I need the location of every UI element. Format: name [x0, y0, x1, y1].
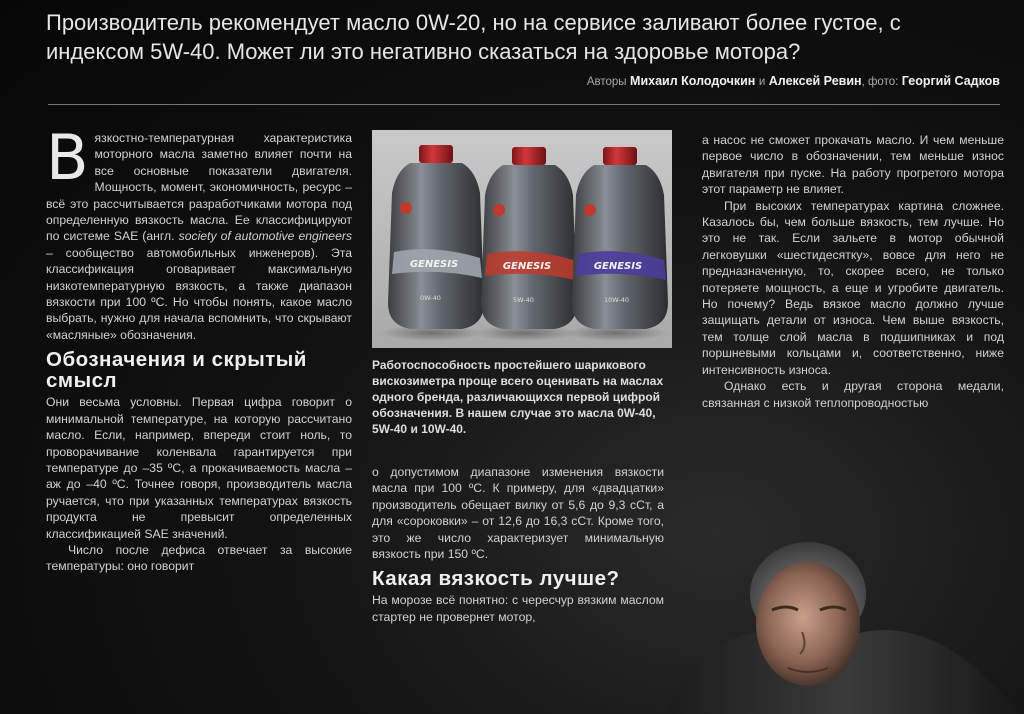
intro-text-end: – сообщество автомобильных инженеров). Эта классификация оговаривает максимальную низкотемпературную вязкость, а также диапазон вязкости при 100 ºС. Но чтобы понять, какое масло выбрать, нужно для начала вспомнить, что скрывают «масляные» обозначения. [46, 245, 352, 342]
oil-bottles-photo [372, 130, 672, 348]
intro-text: язкостно-температурная характеристика моторного масла заметно влияет почти на все основные показатели двигателя. Мощность, момент, экономичность, ресурс – всё это рассчитывается разработчиками мотора под определенную вязкость масла. Ее классифицируют по системе SAE (англ. [46, 131, 352, 244]
author-name: Алексей Ревин [768, 74, 862, 88]
photo-prefix: , фото: [861, 76, 899, 88]
authors-prefix: Авторы [586, 76, 627, 88]
body-paragraph: Число после дефиса отвечает за высокие температуры: оно говорит [46, 542, 352, 574]
body-paragraph: Однако есть и другая сторона медали, связанная с низкой теплопроводностью [702, 379, 1004, 410]
body-paragraph: При высоких температурах картина сложнее. Казалось бы, чем больше вязкость, тем лучше. Но это не так. Если зальете в мотор обычной легковушки «шестидесятку», вовсе для него не предназначенную, то, скорее всего, не только потеряете мощность, а еще и угробите двигатель. Но почему? Ведь вязкое масло должно лучше защищать детали от износа. Чем выше вязкость, тем толще слой масла в подшипниках и под поршневыми кольцами и, соответственно, ниже интенсивность износа. [702, 198, 1004, 377]
intro-italic-term: society of automotive engineers [178, 229, 353, 244]
drop-cap: В [46, 121, 89, 194]
bottle-brand: GENESIS [502, 261, 552, 272]
author-name: Михаил Колодочкин [630, 74, 756, 88]
photographer-name: Георгий Садков [901, 74, 1000, 88]
article-headline: Производитель рекомендует масло 0W-20, но на сервисе заливают более густое, с индексом 5W-40. Может ли это негативно сказаться на здоровье мотора? [46, 10, 901, 64]
article-column-1 [46, 121, 353, 575]
intro-paragraph [46, 121, 353, 343]
article-column-3 [702, 132, 1004, 411]
bottle-grade-label: 10W-40 [604, 296, 630, 304]
bottle-grade-label: 5W-40 [513, 296, 534, 304]
article-column-2 [372, 464, 664, 625]
section-heading: Какая вязкость лучше? [372, 567, 620, 591]
oil-bottle-0w40 [380, 145, 484, 341]
article-credits [587, 74, 1000, 88]
bottle-grade-label: 0W-40 [420, 294, 441, 302]
bottle-brand: GENESIS [593, 261, 643, 272]
bottle-brand: GENESIS [409, 259, 459, 270]
photo-caption: Работоспособность простейшего шарикового вискозиметра проще всего оценивать на маслах одного бренда, различающихся первой цифрой обозначения. В нашем случае это масла 0W-40, 5W-40 и 10W-40. [372, 358, 664, 436]
author-portrait-photo [668, 512, 1024, 714]
header-divider [48, 104, 1000, 105]
section-heading: Обозначения и скрытый смысл [46, 348, 307, 393]
oil-bottle-5w40 [473, 147, 577, 341]
body-paragraph: Они весьма условны. Первая цифра говорит о минимальной температуре, на которую рассчитано масло. Если, например, впереди стоит ноль, то проворачивание коленвала гарантируется при температуре до –35 ºС, а прокачиваемость масла – аж до –40 ºС. Точнее говоря, производитель масла ручается, что при указанных температурах вязкость продукта не превысит определенных классификацией SAE значений. [46, 395, 352, 541]
oil-bottle-10w40 [564, 147, 668, 341]
body-paragraph: а насос не сможет прокачать масло. И чем меньше первое число в обозначении, тем меньше износ двигателя при пуске. На работу прогретого мотора этот параметр не влияет. [702, 133, 1004, 197]
body-paragraph: На морозе всё понятно: с чересчур вязким маслом стартер не провернет мотор, [372, 593, 664, 624]
body-paragraph: о допустимом диапазоне изменения вязкости масла при 100 ºС. К примеру, для «двадцатки» производитель обещает вилку от 5,6 до 9,3 сСт, а для «сороковки» – от 12,6 до 16,3 сСт. Кроме того, это же число характеризует минимальную вязкость при 150 ºС. [372, 465, 664, 562]
authors-conjunction: и [758, 76, 766, 88]
